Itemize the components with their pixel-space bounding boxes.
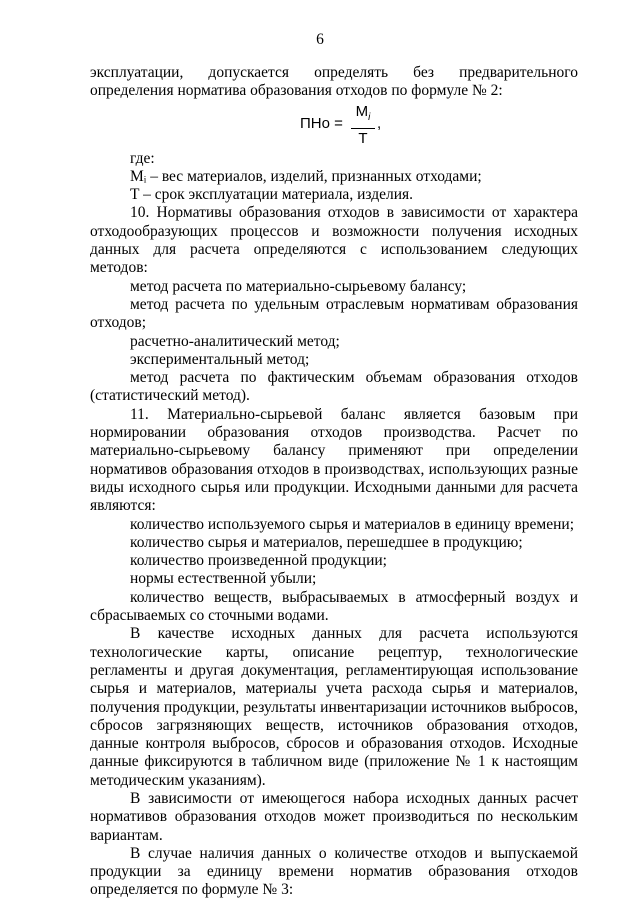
- definition-t: T – срок эксплуатации материала, изделия.: [130, 186, 414, 204]
- source-documents-paragraph: В качестве исходных данных для расчета используются технологические карты, описание рецептур, технологические регламенты и другая документация, регламентирующая использование сырья и материалов, материалы учета расхода сырья и материалов, получения продукции, результаты инвентаризации источников выбросов, сбросов загрязняющих веществ, источников образования отходов, данные контроля выбросов, сбросов и образования отходов. Исходные данные фиксируются в табличном виде (приложение № 1 к настоящим методическим указаниям).: [90, 625, 578, 789]
- input-data-item: нормы естественной убыли;: [130, 570, 317, 588]
- calculation-variants-paragraph: В зависимости от имеющегося набора исходных данных расчет нормативов образования отходов может производиться по нескольким вариантам.: [90, 789, 578, 844]
- method-item: экспериментальный метод;: [130, 350, 310, 368]
- intro-paragraph: эксплуатации, допускается определять без предварительного определения норматива образования отходов по формуле № 2:: [90, 64, 578, 100]
- input-data-item: количество произведенной продукции;: [130, 552, 387, 570]
- formula-lhs: ПНо =: [300, 114, 343, 132]
- formula-denominator: T: [358, 129, 368, 147]
- formula-2: [90, 101, 578, 150]
- paragraph-10: 10. Нормативы образования отходов в зависимости от характера отходообразующих процессов и возможности получения исходных данных для расчета определяются с использованием следующих методов:: [90, 204, 578, 277]
- definition-mi: Mᵢ – вес материалов, изделий, признанных отходами;: [130, 167, 482, 185]
- method-item: расчетно-аналитический метод;: [130, 332, 340, 350]
- input-data-item: количество сырья и материалов, перешедшее в продукцию;: [130, 533, 523, 551]
- document-body: [90, 64, 578, 900]
- where-label: где:: [130, 149, 155, 167]
- paragraph-11: 11. Материально-сырьевой баланс является базовым при нормировании образования отходов производства. Расчет по материально-сырьевому балансу применяют при определении нормативов образования отходов в производствах, использующих разные виды исходного сырья или продукции. Исходными данными для расчета являются:: [90, 405, 578, 515]
- method-item: метод расчета по материально-сырьевому балансу;: [130, 277, 467, 295]
- input-data-item: количество используемого сырья и материалов в единицу времени;: [130, 515, 575, 533]
- method-item: метод расчета по удельным отраслевым нормативам образования отходов;: [90, 295, 578, 332]
- formula-fraction: [351, 103, 375, 148]
- formula-trailing-comma: ,: [377, 114, 382, 132]
- formula-numerator: $M_i$: [351, 103, 375, 129]
- page-number: 6: [316, 31, 324, 48]
- method-item: метод расчета по фактическим объемам образования отходов (статистический метод).: [90, 369, 578, 405]
- input-data-item: количество веществ, выбрасываемых в атмосферный воздух и сбрасываемых со сточными водами.: [90, 588, 578, 625]
- formula-3-intro-paragraph: В случае наличия данных о количестве отходов и выпускаемой продукции за единицу времени норматив образования отходов определяется по формуле № 3:: [90, 844, 578, 899]
